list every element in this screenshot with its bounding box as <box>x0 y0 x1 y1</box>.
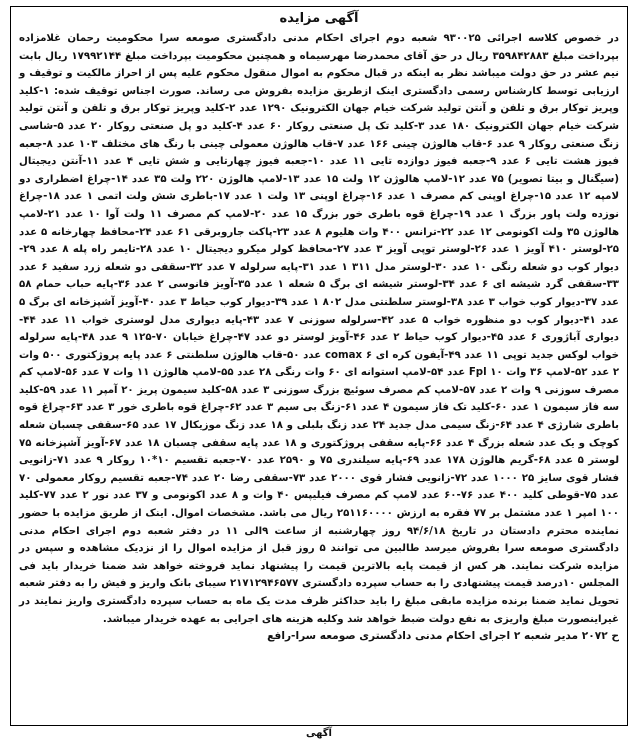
notice-body: در خصوص کلاسه اجرائی ۹۳۰۰۲۵ شعبه دوم اجرای احکام مدنی دادگستری صومعه سرا محکومیت رحمان غلامزاده بپرداخت مبلغ ۳۵۹۸۴۲۸۸۳ ریال در حق آقای محمدرضا مهرسیماه و همچنین محکومیت بپرداخت مبلغ ۱۷۹۹۲۱۴۴ ریال بابت نیم عشر در حق دولت میباشد نظر به اینکه در قبال محکوم به اموال منقول محکوم علیه پس از احراز مالکیت و توقیف و ارزیابی توسط کارشناس رسمی دادگستری اینک ازطریق مزایده بفروش می رساند. صورت اجناس توقیف شده: ۱-کلید وپریز توکار برق و تلفن و آنتن تولید شرکت خیام جهان الکترونیک ۱۲۹۰ عدد ۲-کلید وپریز توکار برق و تلفن و آنتن تولید شرکت خیام جهان الکترونیک ۱۸۰ عدد ۳-کلید تک پل صنعتی روکار ۶۰ عدد ۴-کلید دو پل صنعتی روکار ۲۰ عدد ۵-شاسی زنگ صنعتی روکار ۹ عدد ۶-قاب هالوژن چینی ۱۶۶ عدد ۷-قاب هالوژن معمولی چینی با رنگ های مختلف ۱۰۳ عدد ۸-جعبه فیوز هشت تایی ۶ عدد ۹-جعبه فیوز دوازده تایی ۱۱ عدد ۱۰-جعبه فیوز چهارتایی و شش تایی ۴ عدد ۱۱-آنتن دیجیتال (سیگنال و بیتا تصویر) ۷۵ عدد ۱۲-لامپ هالوژن ۱۲ ولت ۱۵ عدد ۱۳-لامپ هالوژن ۲۲۰ ولت ۳۵ عدد ۱۴-چراغ اضطراری دو لامپه ۱۲ عدد ۱۵-چراغ اوپنی کم مصرف ۱ عدد ۱۶-چراغ اوپنی ۱۳ ولت ۱ عدد ۱۷-باطری شش ولت اتمی ۱ عدد ۱۸-چراغ نوزده ولت پاور بزرگ ۱ عدد ۱۹-چراغ قوه باطری خور بزرگ ۱۵ عدد ۲۰-لامپ کم مصرف ۱۱ ولت آوا ۱۰ عدد ۲۱-لامپ هالوژن ۳۵ ولت اکونومی ۱۲ عدد ۲۲-ترانس ۴۰۰ وات هلیوم ۸ عدد ۲۳-پاکت جاروبرقی ۶۱ عدد ۲۴-محافظ چهارخانه ۵ عدد ۲۵-لوستر ۴۱۰ آویز ۱ عدد ۲۶-لوستر توپی آویز ۳ عدد ۲۷-محافظ کولر میکرو دیجیتال ۱۰ عدد ۲۸-تایمر راه پله ۸ عدد ۲۹-دیوار کوب دو شعله رنگی ۱۰ عدد ۳۰-لوستر مدل ۳۱۱ ۱ عدد ۳۱-پایه سرلوله ۷ عدد ۳۲-سقفی دو شعله زرد سفید ۶ عدد ۳۳-سقفی گرد شیشه ای ۶ عدد ۳۴-لوستر شیشه ای برگ ۵ شعله ۱ عدد ۳۵-آویز فانوسی ۲ عدد ۳۶-پایه حباب حمام ۵۸ عدد ۳۷-دیوار کوب خواب ۳ عدد ۳۸-لوستر سلطنتی مدل ۸۰۲ ۱ عدد ۳۹-دیوار کوب حیاط ۳ عدد ۴۰-آویز آشپزخانه ای برگ ۵ عدد ۴۱-دیوار کوب دو منظوره خواب ۵ عدد ۴۲-سرلوله سوزنی ۷ عدد ۴۳-پایه دیواری مدل لوستری خواب ۱۱ عدد ۴۴-دیواری آباژوری ۶ عدد ۴۵-دیوار کوب حیاط ۲ عدد ۴۶-آویز لوستر دو عدد ۴۷-چراغ خیابان ۷۰-۱۲۵ ۹ عدد ۴۸-پایه سرلوله خواب لوکس جدید توپی ۱۱ عدد ۴۹-آیفون کره ای comax ۶ عدد ۵۰-قاب هالوژن سلطنتی ۶ عدد پایه پروژکتوری ۵۰۰ وات ۲ عدد ۵۲-لامپ ۳۶ وات Fpl ۱۰ عدد ۵۴-لامپ استوانه ای ۶۰ وات رنگی ۲۸ عدد ۵۵-لامپ هالوژن ۱۱ وات ۷ عدد ۵۶-لامپ کم مصرف سوزنی ۹ وات ۲ عدد ۵۷-لامپ کم مصرف سوئیچ بزرگ سوزنی ۳ عدد ۵۸-کلید سیمون پریز ۲۰ آمپر ۱۱ عدد ۵۹-کلید سه فاز سیمون ۱ عدد ۶۰-کلید تک فاز سیمون ۴ عدد ۶۱-زنگ بی سیم ۳ عدد ۶۲-چراغ قوه باطری خور ۳ عدد ۶۳-چراغ قوه باطری شارژی ۴ عدد ۶۴-زنگ سیمی مدل جدید ۲۴ عدد زنگ بلبلی و ۱۸ عدد زنگ موزیکال ۱۷ عدد ۶۵-سقفی چسبان شعله کوچک و یک عدد شعله بزرگ ۴ عدد ۶۶-پایه سقفی پروژکتوری و ۱۸ عدد پایه سقفی چسبان ۱۸ عدد ۶۷-آویز آشپزخانه ۷۵ لوستر ۵ عدد ۶۸-گریم هالوژن ۱۷۸ عدد ۶۹-پایه سیلندری ۷۵ و ۲۵۹۰ عدد ۷۰-جعبه تقسیم ۱۰*۱۰ روکار ۹ عدد ۷۱-زانویی فشار قوی سایز ۲۵ ۱۰۰۰ عدد ۷۲-زانویی فشار قوی ۲۰۰۰ عدد ۷۳-سقفی رضا ۲۰ عدد ۷۴-جعبه تقسیم روکار معمولی ۷۰ عدد ۷۵-قوطی کلید ۴۰۰ عدد ۷۶-۶۰ عدد لامپ کم مصرف فیلیپس ۴۰ وات و ۸ عدد اکونومی و ۳۷ عدد نور ۲ عدد ۷۷-کلید ۱۰۰ امپر ۱ عدد مشتمل بر ۷۷ فقره به ارزش ۲۵۱۱۶۰۰۰۰ ریال می باشد. مشخصات اموال. اینک از طریق مزایده با حضور نماینده محترم دادستان در تاریخ ۹۴/۶/۱۸ روز چهارشنبه از ساعت ۹الی ۱۱ در دفتر شعبه دوم اجرای احکام مدنی دادگستری صومعه سرا بفروش میرسد طالبین می توانند ۵ روز قبل از مزایده اموال را از نزدیک مشاهده و سپس در مزایده شرکت نمایند. هر کس از قیمت پایه بالاترین قیمت را پیشنهاد نماید فروخته خواهد شد ضمنا خریدار باید فی المجلس ۱۰درصد قیمت پیشنهادی را به حساب سپرده دادگستری ۲۱۷۱۲۹۴۶۵۷۷ سیبای بانک واریز و فیش را به دفتر شعبه تحویل نماید ضمنا برنده مزایده مابقی مبلغ را باید حداکثر ظرف مدت یک ماه به حساب سپرده دادگستری واریز نمایند در غیراینصورت مبلغ واریزی به نفع دولت ضبط خواهد شد وکلیه هزینه های اجرایی به عهده خریدار میباشد. <box>19 33 620 625</box>
notice-frame <box>10 6 628 726</box>
notice-signature: ح ۲۰۷۲ مدیر شعبه ۲ اجرای احکام مدنی دادگستری صومعه سرا-رافع <box>267 630 619 643</box>
notice-title: آگهی مزایده <box>279 11 359 26</box>
next-notice-title: آگهی <box>306 728 332 739</box>
